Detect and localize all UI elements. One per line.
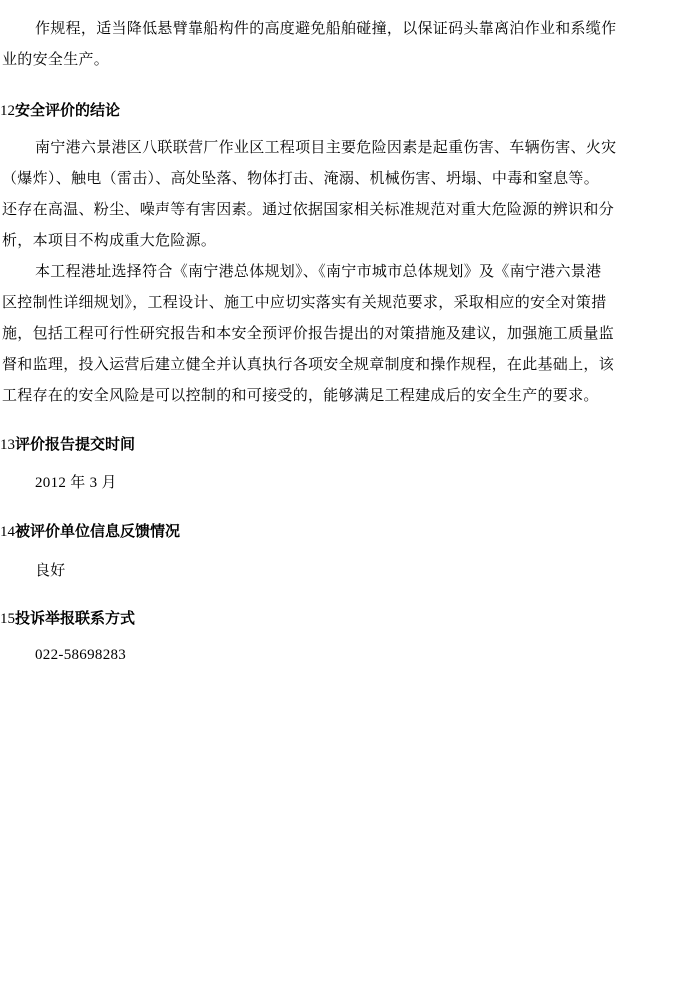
- section-title: 评价报告提交时间: [15, 435, 136, 453]
- section-heading-12: [0, 100, 120, 121]
- text-line: 业的安全生产。: [2, 50, 110, 68]
- text-line: 区控制性详细规划》，工程设计、施工中应切实落实有关规范要求，采取相应的安全对策措: [2, 293, 607, 311]
- text-line: 施，包括工程可行性研究报告和本安全预评价报告提出的对策措施及建议，加强施工质量监: [2, 324, 615, 342]
- text-line: 作规程，适当降低悬臂靠船构件的高度避免船舶碰撞，以保证码头靠离泊作业和系缆作: [35, 19, 617, 37]
- section-title: 投诉举报联系方式: [15, 609, 136, 627]
- feedback-value: 良好: [35, 561, 66, 579]
- complaint-phone: 022-58698283: [35, 647, 127, 663]
- section-number: 13: [0, 437, 15, 453]
- section-number: 14: [0, 524, 15, 540]
- text-line: 督和监理，投入运营后建立健全并认真执行各项安全规章制度和操作规程，在此基础上，该: [2, 355, 615, 373]
- section-heading-15: [0, 608, 135, 629]
- section-title: 被评价单位信息反馈情况: [15, 522, 181, 540]
- text-line: （爆炸）、触电（雷击）、高处坠落、物体打击、淹溺、机械伤害、坍塌、中毒和窒息等。: [2, 169, 600, 187]
- text-line: 本工程港址选择符合《南宁港总体规划》、《南宁市城市总体规划》及《南宁港六景港: [35, 262, 602, 280]
- section-number: 15: [0, 611, 15, 627]
- section-heading-14: [0, 521, 180, 542]
- section-heading-13: [0, 434, 135, 455]
- text-line: 南宁港六景港区八联联营厂作业区工程项目主要危险因素是起重伤害、车辆伤害、火灾: [35, 138, 617, 156]
- text-line: 析，本项目不构成重大危险源。: [2, 231, 217, 249]
- section-number: 12: [0, 103, 15, 119]
- text-line: 工程存在的安全风险是可以控制的和可接受的，能够满足工程建成后的安全生产的要求。: [2, 386, 599, 404]
- report-submit-date: 2012 年 3 月: [35, 475, 117, 491]
- text-line: 还存在高温、粉尘、噪声等有害因素。通过依据国家相关标准规范对重大危险源的辨识和分: [2, 200, 615, 218]
- section-title: 安全评价的结论: [15, 101, 121, 119]
